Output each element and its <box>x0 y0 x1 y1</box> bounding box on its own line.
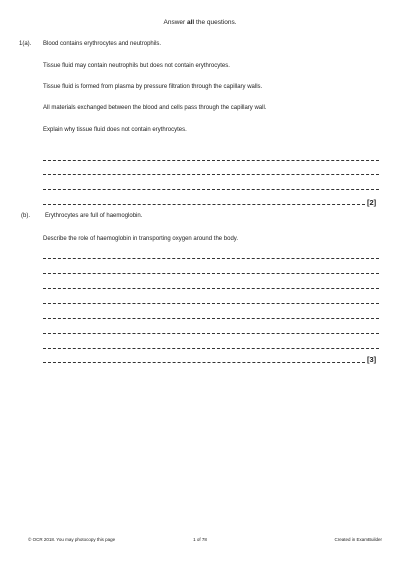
footer-created-by: Created in ExamBuilder <box>334 537 382 542</box>
answer-line[interactable] <box>43 273 379 274</box>
answer-line[interactable] <box>43 160 379 161</box>
instruction: Answer all the questions. <box>163 19 237 26</box>
question-number-1b: (b). <box>21 213 30 219</box>
question-number-1a: 1(a). <box>19 41 32 47</box>
q1a-line-1: Blood contains erythrocytes and neutrophils. <box>43 41 162 47</box>
marks-label-1a: [2] <box>367 198 377 207</box>
q1a-line-3: Tissue fluid is formed from plasma by pressure filtration through the capillary walls. <box>43 84 263 90</box>
instruction-emphasis: all <box>186 19 195 26</box>
answer-line[interactable] <box>43 362 365 363</box>
q1a-line-2: Tissue fluid may contain neutrophils but does not contain erythrocytes. <box>43 63 230 69</box>
q1b-line-1: Erythrocytes are full of haemoglobin. <box>45 213 143 219</box>
answer-line[interactable] <box>43 348 379 349</box>
answer-line[interactable] <box>43 288 379 289</box>
q1a-line-4: All materials exchanged between the blood and cells pass through the capillary wall. <box>43 105 267 111</box>
answer-line[interactable] <box>43 189 379 190</box>
answer-line[interactable] <box>43 333 379 334</box>
answer-line[interactable] <box>43 318 379 319</box>
footer-page-number: 1 of 78 <box>193 537 207 542</box>
marks-label-1b: [3] <box>367 355 377 364</box>
answer-line[interactable] <box>43 174 379 175</box>
q1b-prompt: Describe the role of haemoglobin in transporting oxygen around the body. <box>43 236 239 242</box>
footer-copyright: © OCR 2018. You may photocopy this page <box>28 537 116 542</box>
q1a-prompt: Explain why tissue fluid does not contain erythrocytes. <box>43 127 187 133</box>
answer-line[interactable] <box>43 204 365 205</box>
answer-line[interactable] <box>43 303 379 304</box>
answer-line[interactable] <box>43 258 379 259</box>
